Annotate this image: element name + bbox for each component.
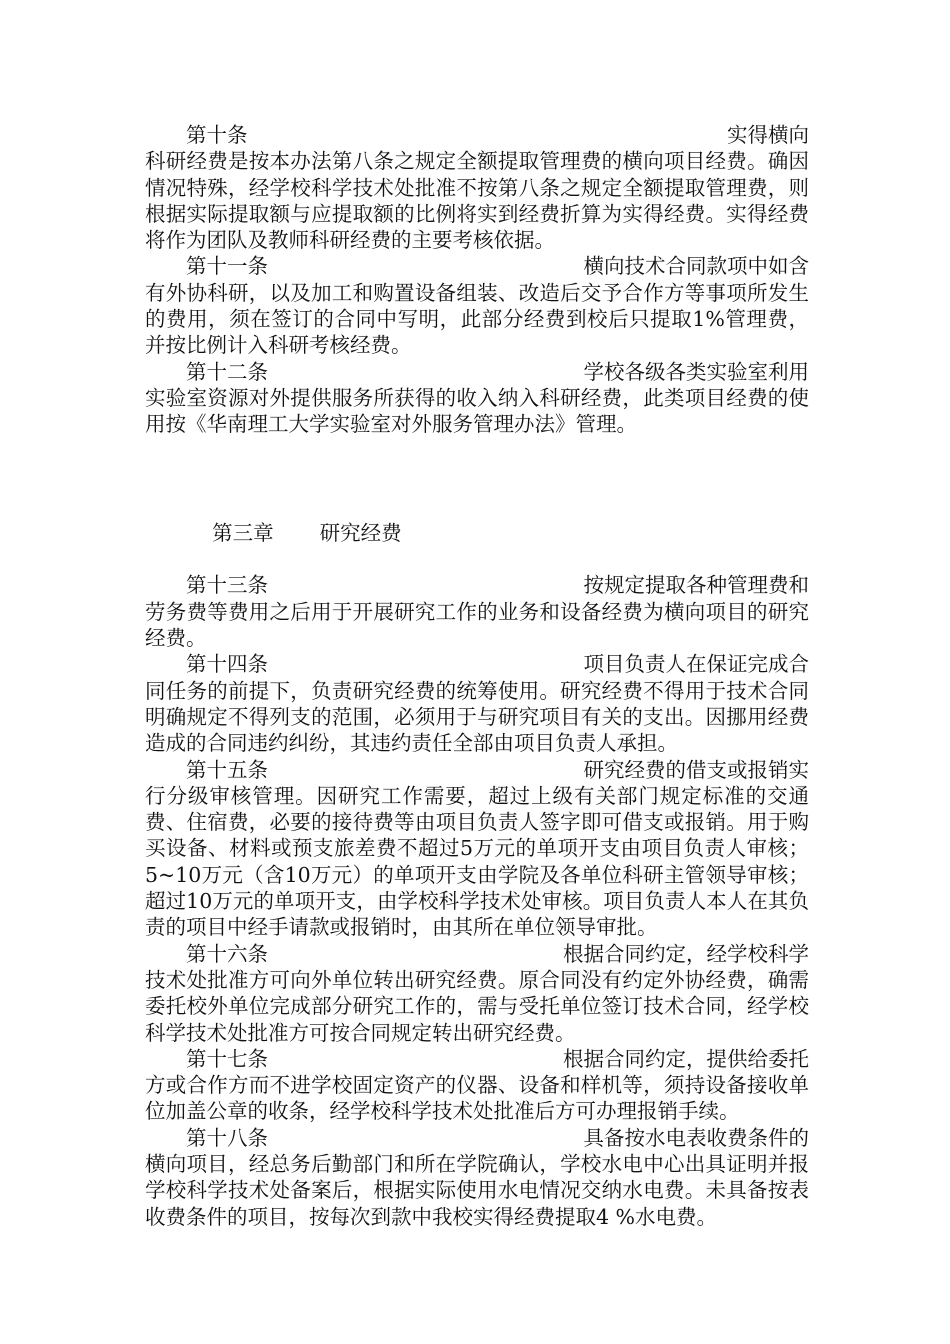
article-body: 科研经费是按本办法第八条之规定全额提取管理费的横向项目经费。确因情况特殊，经学校科学技术处批准不按第八条之规定全额提取管理费，则根据实际提取额与应提取额的比例将实到经费折算为实得经费。实得经费将作为团队及教师科研经费的主要考核依据。 [145, 149, 809, 253]
article-17 [145, 1046, 809, 1125]
article-13 [145, 572, 809, 651]
article-first-line [145, 122, 809, 148]
article-first-line [145, 359, 809, 385]
article-lead-text: 根据合同约定，提供给委托 [563, 1046, 809, 1071]
article-lead-text: 项目负责人在保证完成合 [583, 652, 809, 677]
article-title: 第十条 [186, 123, 248, 147]
article-body: 实验室资源对外提供服务所获得的收入纳入科研经费，此类项目经费的使用按《华南理工大学实验室对外服务管理办法》管理。 [145, 385, 809, 437]
article-title: 第十四条 [186, 652, 268, 677]
article-title: 第十三条 [186, 573, 268, 598]
article-lead-text: 横向技术合同款项中如含 [583, 254, 809, 279]
article-first-line [145, 941, 809, 967]
article-lead-text: 根据合同约定，经学校科学 [563, 941, 809, 966]
article-16 [145, 941, 809, 1046]
article-14 [145, 651, 809, 756]
article-body: 劳务费等费用之后用于开展研究工作的业务和设备经费为横向项目的研究经费。 [145, 599, 809, 651]
article-18 [145, 1125, 809, 1230]
article-title: 第十八条 [186, 1125, 268, 1150]
chapter-name: 研究经费 [319, 520, 402, 545]
chapter-heading [145, 494, 809, 573]
article-first-line [145, 1125, 809, 1151]
article-first-line [145, 651, 809, 677]
article-first-line [145, 572, 809, 598]
chapter-number: 第三章 [212, 520, 274, 545]
article-body: 同任务的前提下，负责研究经费的统筹使用。研究经费不得用于技术合同明确规定不得列支的范围，必须用于与研究项目有关的支出。因挪用经费造成的合同违约纠纷，其违约责任全部由项目负责人承担。 [145, 678, 809, 756]
document-page [145, 122, 809, 1230]
article-lead-text: 具备按水电表收费条件的 [583, 1125, 809, 1150]
article-title: 第十五条 [186, 757, 268, 782]
article-body: 技术处批准方可向外单位转出研究经费。原合同没有约定外协经费，确需委托校外单位完成部分研究工作的，需与受托单位签订技术合同，经学校科学技术处批准方可按合同规定转出研究经费。 [145, 967, 809, 1045]
article-10 [145, 122, 809, 253]
article-title: 第十六条 [186, 941, 268, 966]
article-title: 第十七条 [186, 1046, 268, 1071]
article-15 [145, 757, 809, 941]
article-body: 方或合作方而不进学校固定资产的仪器、设备和样机等，须持设备接收单位加盖公章的收条，经学校科学技术处批准后方可办理报销手续。 [145, 1073, 809, 1124]
article-lead-text: 学校各级各类实验室利用 [583, 359, 809, 384]
article-lead-text: 按规定提取各种管理费和 [583, 573, 809, 598]
article-lead-text: 研究经费的借支或报销实 [583, 757, 809, 782]
article-body: 行分级审核管理。因研究工作需要，超过上级有关部门规定标准的交通费、住宿费，必要的接待费等由项目负责人签字即可借支或报销。用于购买设备、材料或预支旅差费不超过5万元的单项开支由项目负责人审核；5~10万元（含10万元）的单项开支由学院及各单位科研主管领导审核；超过10万元的单项开支，由学校科学技术处审核。项目负责人本人在其负责的项目中经手请款或报销时，由其所在单位领导审批。 [145, 783, 809, 940]
article-title: 第十二条 [186, 359, 268, 384]
article-first-line [145, 757, 809, 783]
article-first-line [145, 253, 809, 279]
article-first-line [145, 1046, 809, 1072]
article-body: 横向项目，经总务后勤部门和所在学院确认，学校水电中心出具证明并报学校科学技术处备案后，根据实际使用水电情况交纳水电费。未具备按表收费条件的项目，按每次到款中我校实得经费提取4 %水电费。 [145, 1151, 809, 1229]
article-lead-text: 实得横向 [727, 123, 809, 147]
article-11 [145, 253, 809, 358]
article-title: 第十一条 [186, 254, 268, 279]
article-body: 有外协科研，以及加工和购置设备组装、改造后交予合作方等事项所发生的费用，须在签订的合同中写明，此部分经费到校后只提取1%管理费，并按比例计入科研考核经费。 [145, 280, 809, 358]
article-12 [145, 359, 809, 438]
